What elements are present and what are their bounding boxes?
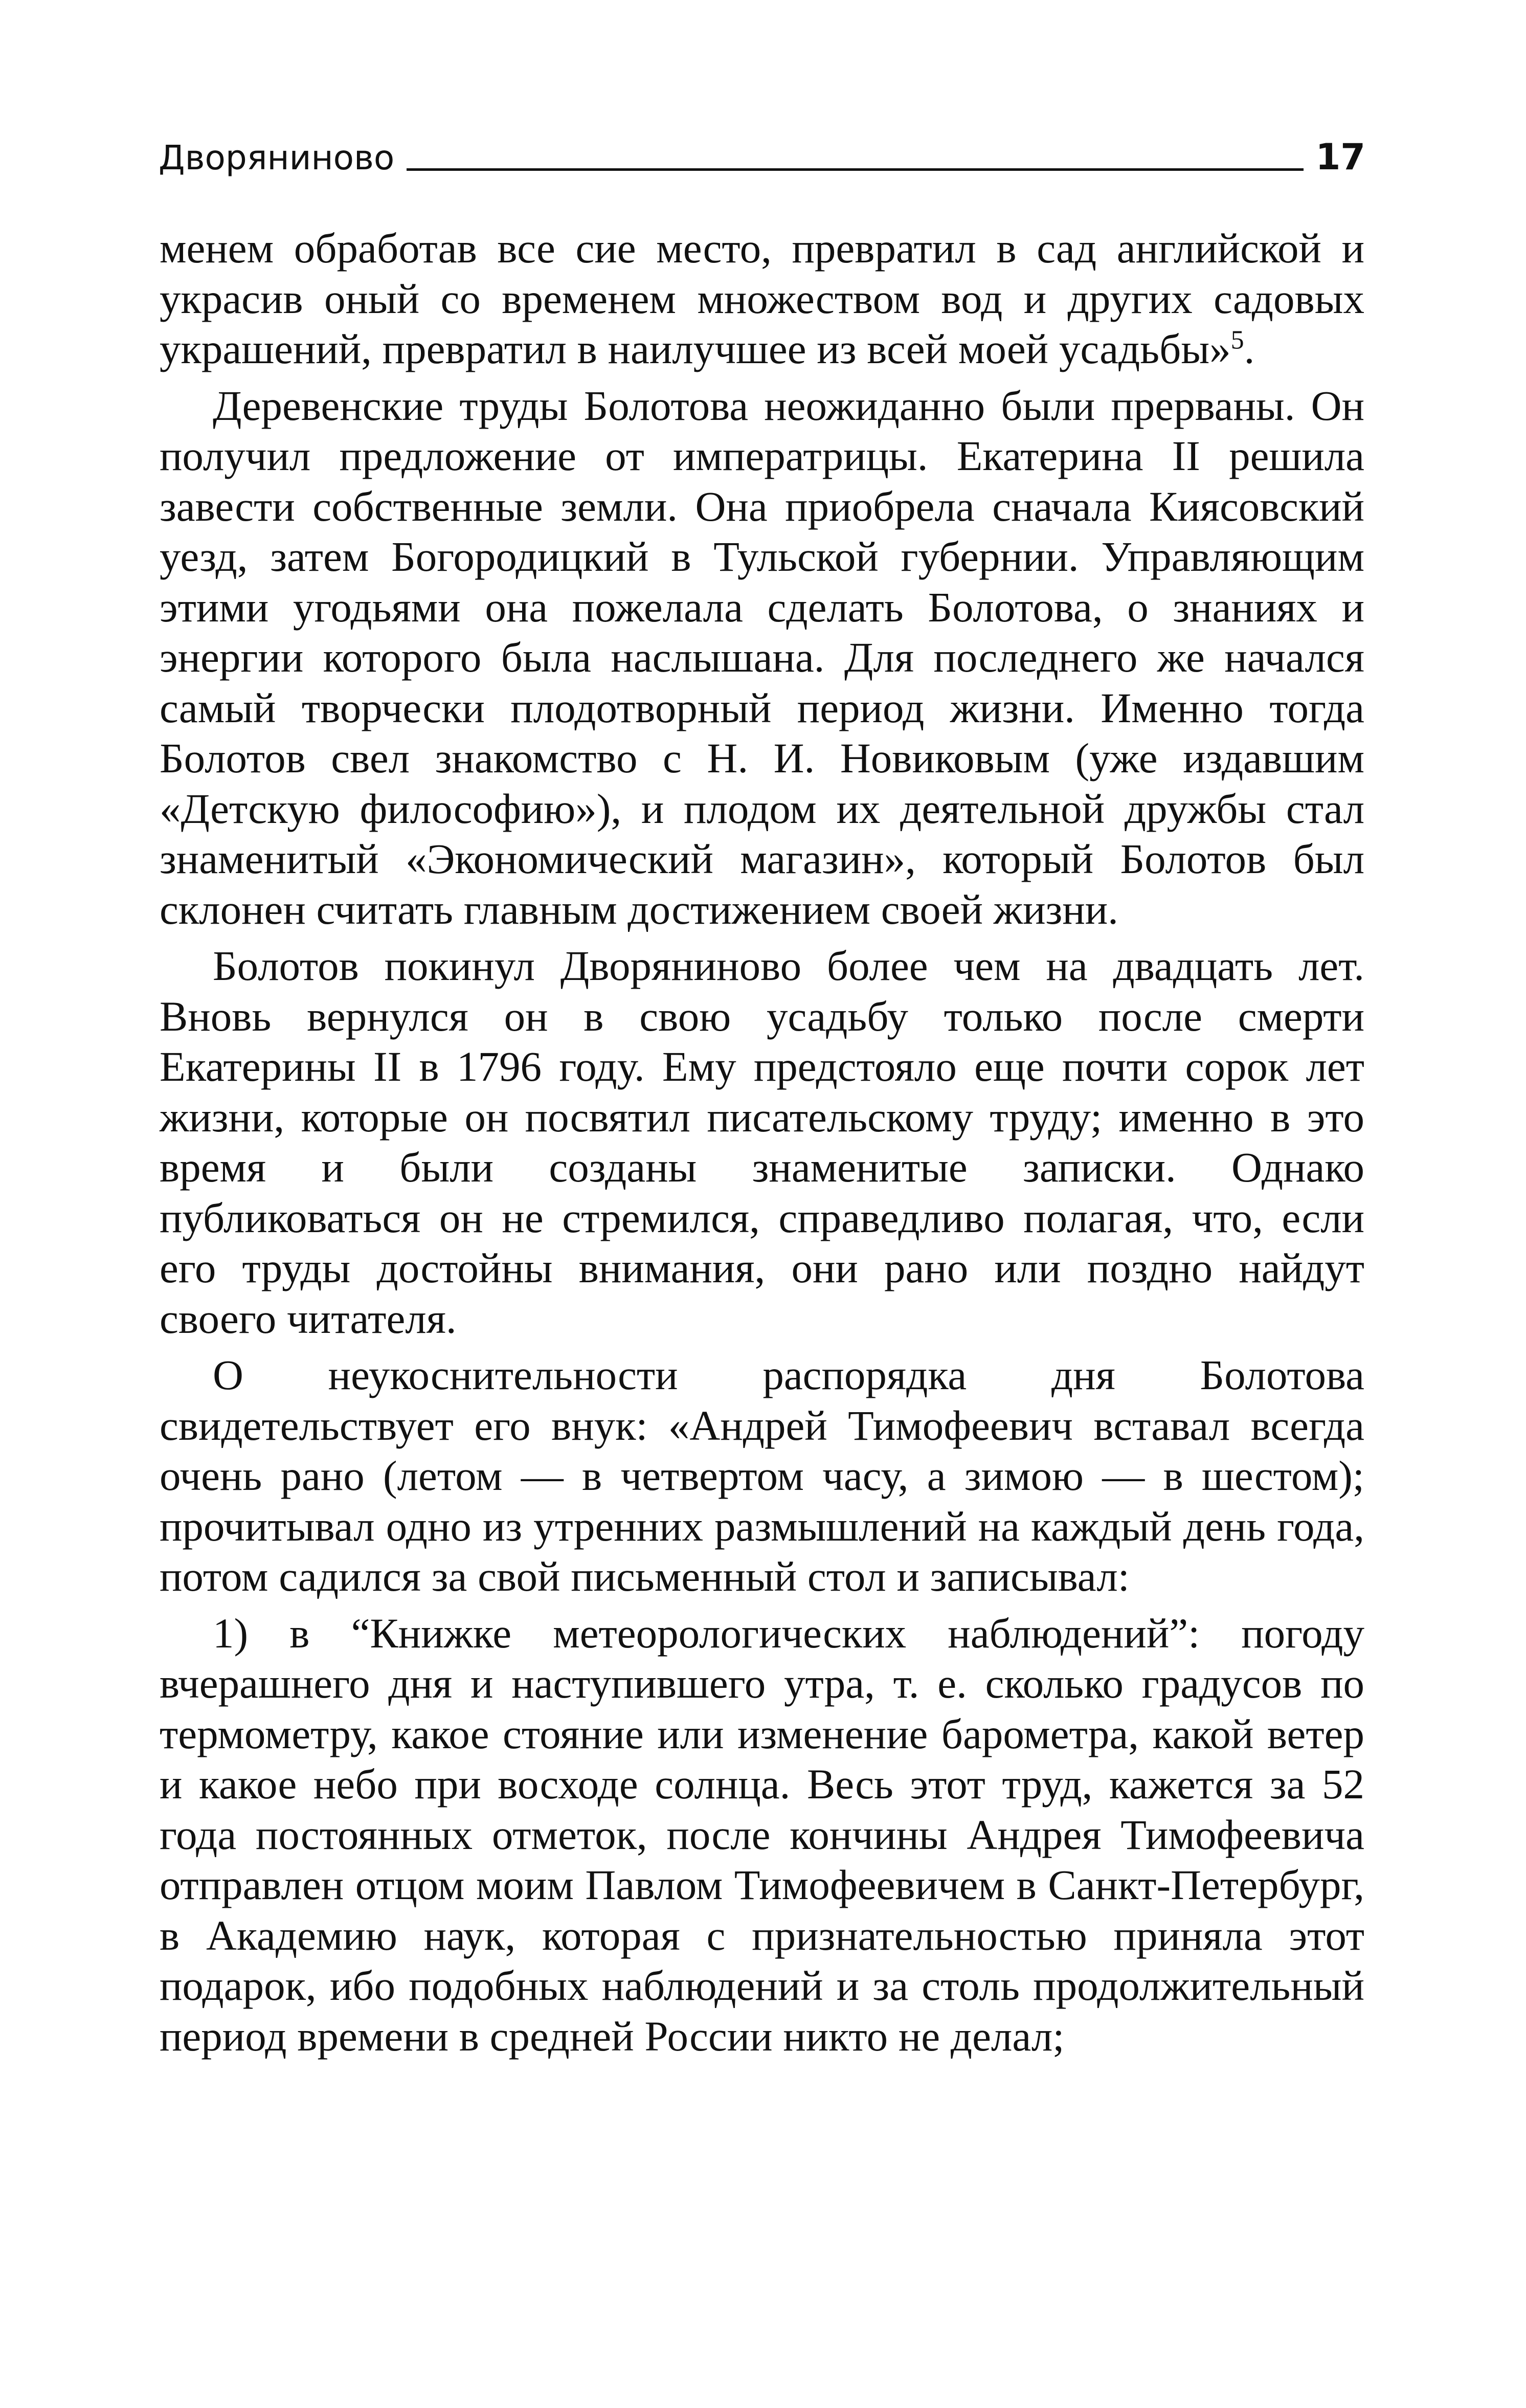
paragraph-1 — [160, 223, 1364, 374]
running-head — [159, 132, 1365, 178]
paragraph-1-text: менем обработав все сие место, превратил в сад английской и украсив оный со временем множеством вод и других садовых украшений, превратил в наилучшее из всей моей усадьбы» — [160, 225, 1364, 372]
page-number: 17 — [1315, 136, 1365, 178]
paragraph-2: Деревенские труды Болотова неожиданно были прерваны. Он получил предложение от императрицы. Екатерина II решила завести собственные земли. Она приобрела сначала Киясовский уезд, затем Богородицкий в Тульской губернии. Управляющим этими угодьями она пожелала сделать Болотова, о знаниях и энергии которого была наслышана. Для последнего же начался самый творчески плодотворный период жизни. Именно тогда Болотов свел знакомство с Н. И. Новиковым (уже издавшим «Детскую философию»), и плодом их деятельной дружбы стал знаменитый «Экономический магазин», который Болотов был склонен считать главным достижением своей жизни. — [160, 382, 1364, 933]
paragraph-5: 1) в “Книжке метеорологических наблюдений”: погоду вчерашнего дня и наступившего утра, т. е. сколько градусов по термометру, какое стояние или изменение барометра, какой ветер и какое небо при восходе солнца. Весь этот труд, кажется за 52 года постоянных отметок, после кончины Андрея Тимофеевича отправлен отцом моим Павлом Тимофеевичем в Санкт-Петербург, в Академию наук, которая с признательностью приняла этот подарок, ибо подобных наблюдений и за столь продолжительный период времени в средней России никто не делал; — [160, 1609, 1364, 2060]
running-head-rule — [407, 168, 1303, 171]
paragraph-4: О неукоснительности распорядка дня Болотова свидетельствует его внук: «Андрей Тимофеевич вставал всегда очень рано (летом — в четвертом часу, а зимою — в шестом); прочитывал одно из утренних размышлений на каждый день года, потом садился за свой письменный стол и записывал: — [160, 1351, 1364, 1600]
footnote-reference[interactable]: 5 — [1230, 325, 1244, 355]
paragraph-3: Болотов покинул Дворяниново более чем на двадцать лет. Вновь вернулся он в свою усадьбу только после смерти Екатерины II в 1796 году. Ему предстояло еще почти сорок лет жизни, которые он посвятил писательскому труду; именно в это время и были созданы знаменитые записки. Однако публиковаться он не стремился, справедливо полагая, что, если его труды достойны внимания, они рано или поздно найдут своего читателя. — [160, 942, 1364, 1342]
running-head-title: Дворяниново — [159, 138, 395, 177]
body-text — [160, 223, 1364, 2067]
paragraph-1-end: . — [1244, 325, 1255, 372]
